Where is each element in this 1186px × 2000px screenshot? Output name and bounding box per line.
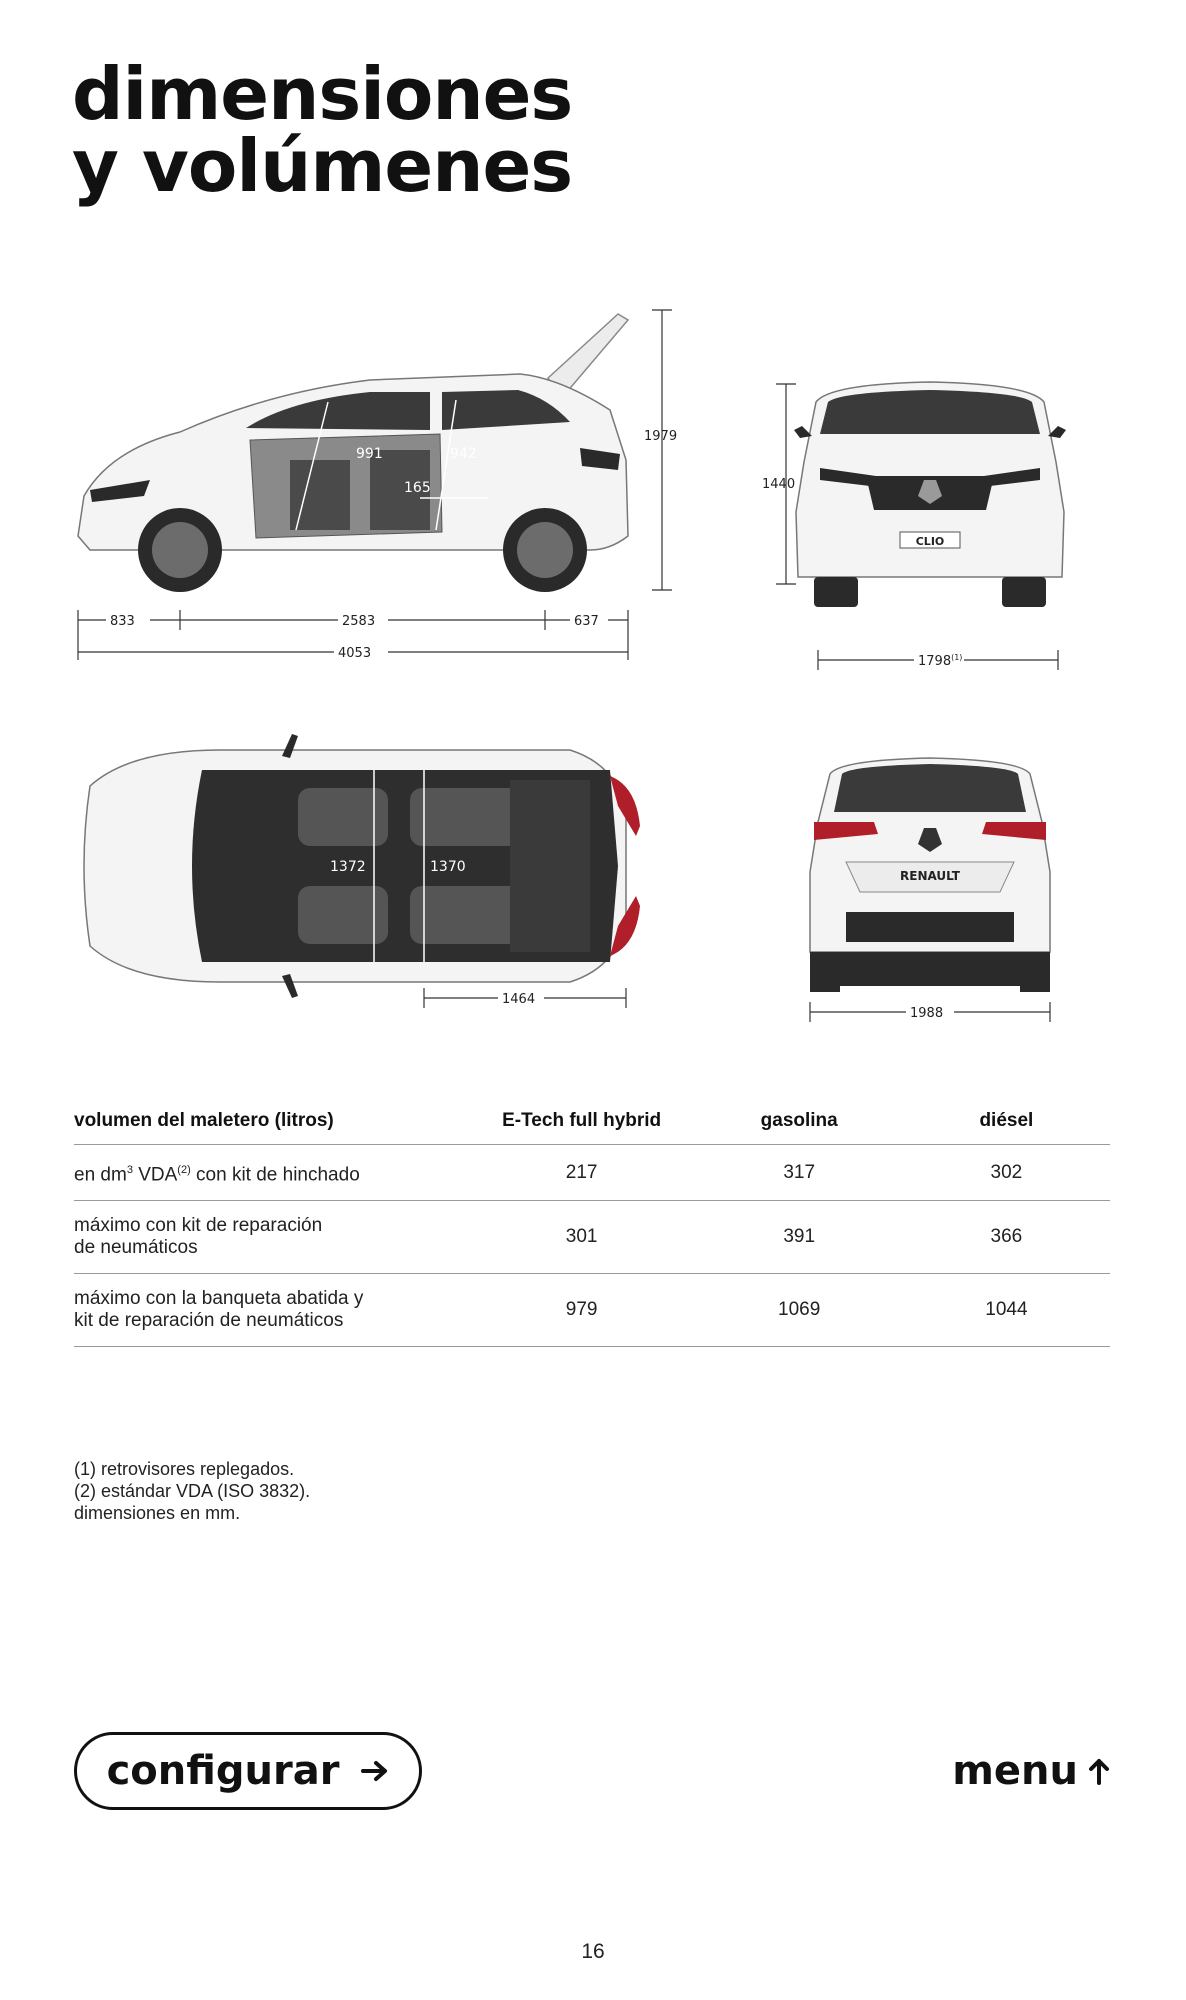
front-car-illustration — [794, 382, 1066, 607]
configurar-label: configurar — [106, 1748, 340, 1794]
row-label: máximo con kit de reparación de neumáticos — [74, 1201, 468, 1274]
table-row — [74, 1201, 1110, 1274]
dim-rear-headroom: 991 — [356, 446, 383, 462]
table-cell: 391 — [696, 1201, 903, 1274]
dim-overall-height: 1979 — [644, 429, 678, 444]
front-view-figure — [750, 372, 1110, 688]
title-line-2: y volúmenes — [72, 124, 573, 208]
dim-front-height: 1440 — [762, 477, 796, 492]
row-label: en $dm^3$ VDA$^{(2)}$ con kit de hinchado — [74, 1145, 468, 1201]
dim-front-elbow: 1372 — [330, 859, 366, 875]
dim-rear-elbow: 1370 — [430, 859, 466, 875]
table-header: diésel — [979, 1110, 1034, 1131]
table-row — [74, 1274, 1110, 1347]
arrow-right-icon — [361, 1760, 389, 1782]
dim-rear-width: 1988 — [910, 1006, 944, 1021]
table-cell: 1069 — [696, 1274, 903, 1347]
footnote: (2) estándar VDA (ISO 3832). — [74, 1481, 311, 1501]
configurar-button[interactable] — [74, 1732, 422, 1810]
table-cell: 302 — [903, 1145, 1110, 1201]
table-cell: 366 — [903, 1201, 1110, 1274]
side-car-illustration — [78, 314, 628, 592]
table-header-row — [74, 1110, 1110, 1145]
dim-front-headroom: 942 — [450, 446, 477, 462]
dim-boot-length: 1464 — [502, 992, 536, 1007]
footnote: (1) retrovisores replegados. — [74, 1459, 295, 1479]
boot-volume-table — [74, 1110, 1110, 1347]
menu-label: menu — [952, 1748, 1078, 1794]
page-title — [72, 52, 573, 208]
table-cell: 979 — [468, 1274, 696, 1347]
dim-rear-overhang: 637 — [574, 614, 599, 629]
dim-overall-length: 4053 — [338, 646, 372, 661]
table-row — [74, 1145, 1110, 1201]
dim-center: 165 — [404, 480, 431, 496]
side-view-figure — [70, 300, 690, 680]
table-cell: 217 — [468, 1145, 696, 1201]
arrow-up-icon — [1088, 1757, 1110, 1785]
table-header: E-Tech full hybrid — [502, 1110, 662, 1131]
footnotes — [74, 1458, 310, 1524]
table-cell: 301 — [468, 1201, 696, 1274]
dim-front-overhang: 833 — [110, 614, 135, 629]
footnote: dimensiones en mm. — [74, 1503, 241, 1523]
table-cell: 1044 — [903, 1274, 1110, 1347]
top-view-figure — [70, 726, 650, 1036]
front-plate-text: CLIO — [915, 535, 945, 548]
table-cell: 317 — [696, 1145, 903, 1201]
table-header: volumen del maletero (litros) — [74, 1110, 334, 1131]
rear-badge-text: RENAULT — [900, 869, 960, 883]
rear-view-figure — [750, 752, 1110, 1052]
dim-front-width: 1798$^{(1)}$ — [918, 653, 963, 669]
row-label: máximo con la banqueta abatida y kit de reparación de neumáticos — [74, 1274, 468, 1347]
title-line-1: dimensiones — [72, 52, 573, 136]
dim-wheelbase: 2583 — [342, 614, 376, 629]
page-number: 16 — [581, 1940, 605, 1963]
table-header: gasolina — [760, 1110, 838, 1131]
menu-button[interactable] — [952, 1746, 1110, 1796]
